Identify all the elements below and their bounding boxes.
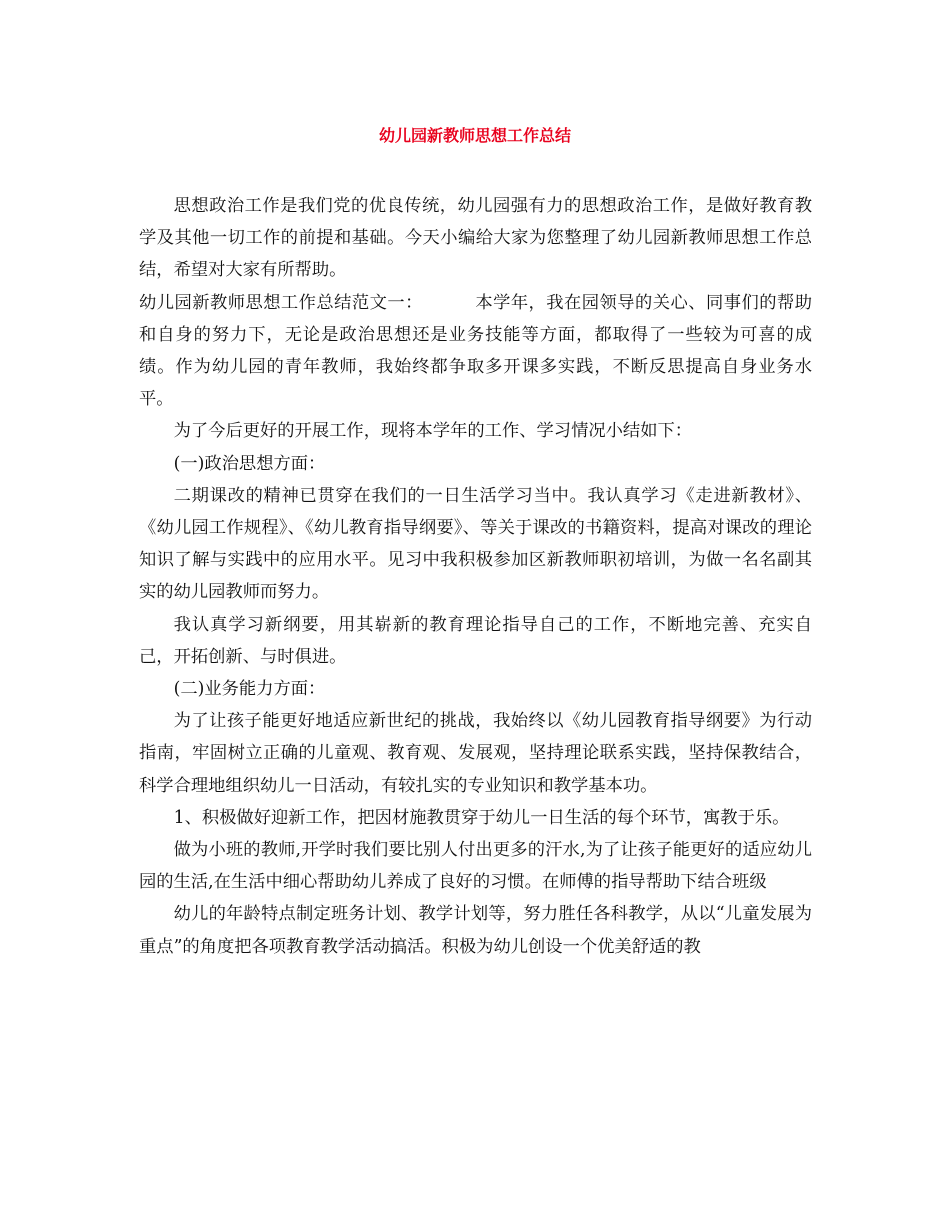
paragraph-politics-1: 二期课改的精神已贯穿在我们的一日生活学习当中。我认真学习《走进新教材》、《幼儿园工作规程》、《幼儿教育指导纲要》、等关于课改的书籍资料，提高对课改的理论知识了解与实践中的应用水平。见习中我积极参加区新教师职初培训，为做一名名副其实的幼儿园教师而努力。 xyxy=(139,485,812,603)
sample-heading: 幼儿园新教师思想工作总结范文一： xyxy=(139,292,423,313)
sample-text: 本学年，我在园领导的关心、同事们的帮助和自身的努力下，无论是政治思想还是业务技能等方面，都取得了一些较为可喜的成绩。作为幼儿园的青年教师，我始终都争取多开课多实践，不断反思提高自身业务水平。 xyxy=(139,292,812,410)
paragraph-summary-intro: 为了今后更好的开展工作，现将本学年的工作、学习情况小结如下： xyxy=(173,421,693,442)
paragraph-intro: 思想政治工作是我们党的优良传统，幼儿园强有力的思想政治工作，是做好教育教学及其他一切工作的前提和基础。今天小编给大家为您整理了幼儿园新教师思想工作总结，希望对大家有所帮助。 xyxy=(139,196,812,281)
paragraph-age-traits: 幼儿的年龄特点制定班务计划、教学计划等，努力胜任各科教学，从以“儿童发展为重点”的角度把各项教育教学活动搞活。积极为幼儿创设一个优美舒适的教 xyxy=(139,904,812,957)
paragraph-sample xyxy=(139,287,812,416)
section-heading-politics: (一)政治思想方面： xyxy=(173,453,326,474)
section-heading-business: (二)业务能力方面： xyxy=(173,679,326,700)
paragraph-item-1: 1、积极做好迎新工作，把因材施教贯穿于幼儿一日生活的每个环节，寓教于乐。 xyxy=(173,807,790,828)
paragraph-politics-2: 我认真学习新纲要，用其崭新的教育理论指导自己的工作，不断地完善、充实自己，开拓创新、与时俱进。 xyxy=(139,614,812,667)
paragraph-business-1: 为了让孩子能更好地适应新世纪的挑战，我始终以《幼儿园教育指导纲要》为行动指南，牢固树立正确的儿童观、教育观、发展观，坚持理论联系实践，坚持保教结合，科学合理地组织幼儿一日活动，有较扎实的专业知识和教学基本功。 xyxy=(139,711,812,796)
document-body xyxy=(139,190,812,963)
paragraph-small-class: 做为小班的教师,开学时我们要比别人付出更多的汗水,为了让孩子能更好的适应幼儿园的生活,在生活中细心帮助幼儿养成了良好的习惯。在师傅的指导帮助下结合班级 xyxy=(139,840,812,893)
document-title: 幼儿园新教师思想工作总结 xyxy=(378,126,571,145)
